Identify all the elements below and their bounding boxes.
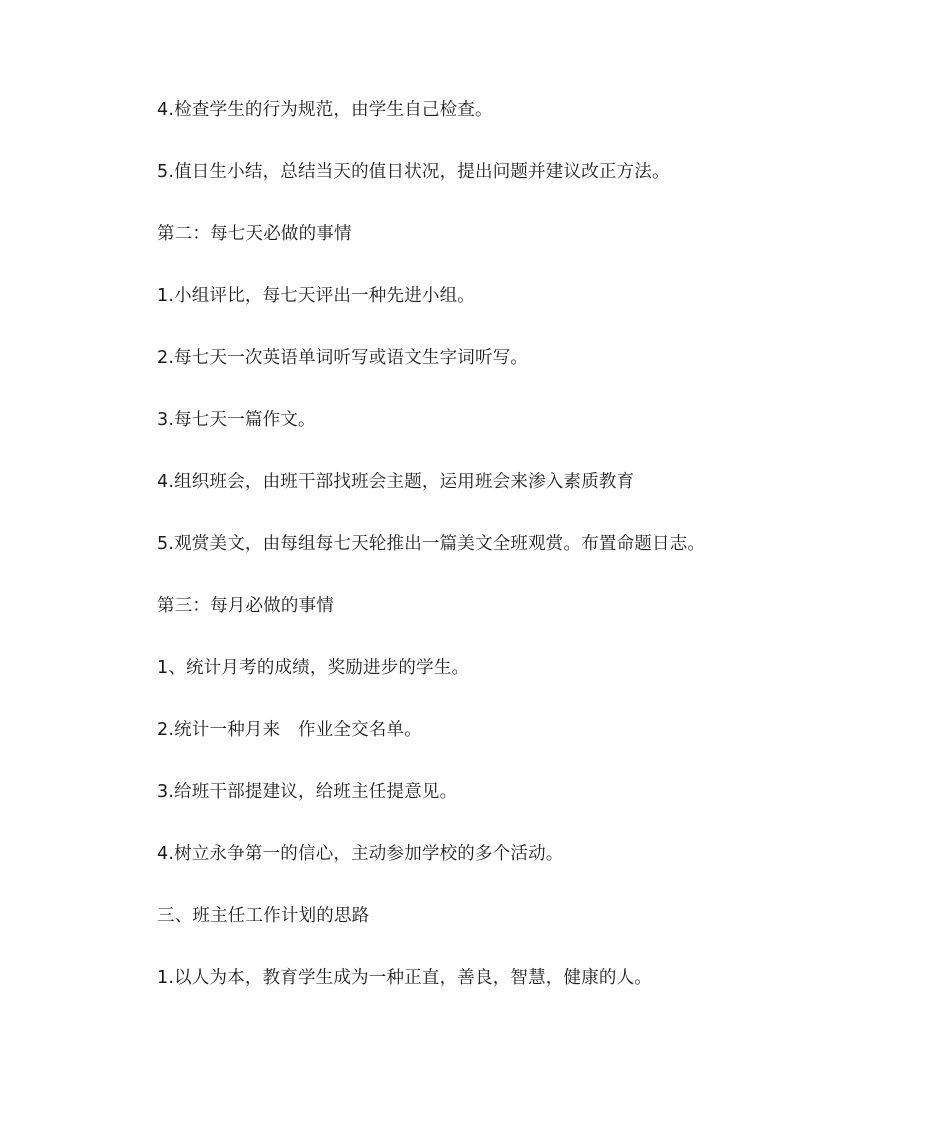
paragraph-4: 2.每七天一次英语单词听写或语文生字词听写。 (157, 348, 529, 368)
paragraph-6: 4.组织班会，由班干部找班会主题，运用班会来渗入素质教育 (157, 472, 635, 492)
paragraph-3: 1.小组评比，每七天评出一种先进小组。 (157, 286, 475, 306)
paragraph-7: 5.观赏美文，由每组每七天轮推出一篇美文全班观赏。布置命题日志。 (157, 534, 706, 554)
paragraph-9: 2.统计一种月来 作业全交名单。 (157, 720, 422, 740)
document-body (157, 96, 897, 1026)
paragraph-5: 3.每七天一篇作文。 (157, 410, 316, 430)
section-heading-monthly: 第三：每月必做的事情 (157, 596, 334, 616)
paragraph-10: 3.给班干部提建议，给班主任提意见。 (157, 782, 458, 802)
paragraph-12: 1.以人为本，教育学生成为一种正直，善良，智慧，健康的人。 (157, 968, 652, 988)
paragraph-1: 4.检查学生的行为规范，由学生自己检查。 (157, 100, 493, 120)
paragraph-11: 4.树立永争第一的信心，主动参加学校的多个活动。 (157, 844, 564, 864)
paragraph-2: 5.值日生小结，总结当天的值日状况，提出问题并建议改正方法。 (157, 162, 670, 182)
paragraph-8: 1、统计月考的成绩，奖励进步的学生。 (157, 658, 470, 678)
section-heading-ideas: 三、班主任工作计划的思路 (157, 906, 370, 926)
section-heading-weekly: 第二：每七天必做的事情 (157, 224, 352, 244)
